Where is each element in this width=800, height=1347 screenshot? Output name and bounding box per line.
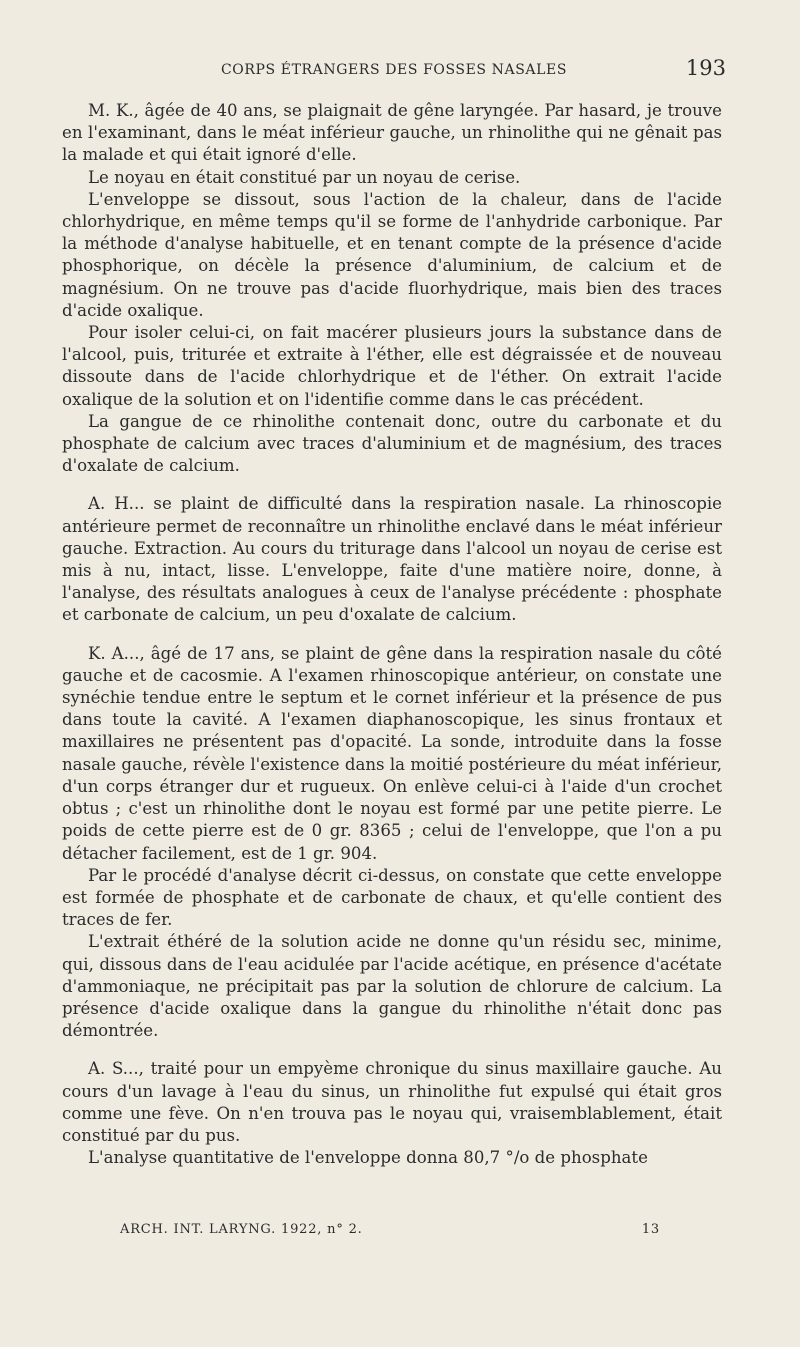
- journal-citation: ARCH. INT. LARYNG. 1922, n° 2.: [120, 1222, 363, 1237]
- paragraph: L'extrait éthéré de la solution acide ne donne qu'un résidu sec, minime, qui, dissous dans de l'eau acidulée par l'acide acétique, en présence d'acétate d'ammoniaque, ne précipitait pas par la solution de chlorure de calcium. La présence d'acide oxalique dans la gangue du rhinolithe n'était donc pas démontrée.: [62, 932, 722, 1041]
- paragraph: L'analyse quantitative de l'enveloppe donna 80,7 °/o de phosphate: [88, 1148, 648, 1168]
- paragraph: Par le procédé d'analyse décrit ci-dessus, on constate que cette enveloppe est formée de phosphate et de carbonate de chaux, et qu'elle contient des traces de fer.: [62, 865, 722, 930]
- paragraph: A. H... se plaint de difficulté dans la respiration nasale. La rhinoscopie antérieure permet de reconnaître un rhinolithe enclavé dans le méat inférieur gauche. Extraction. Au cours du triturage dans l'alcool un noyau de cerise est mis à nu, intact, lisse. L'enveloppe, faite d'une matière noire, donne, à l'analyse, des résultats analogues à ceux de l'analyse précédente : phosphate et carbonate de calcium, un peu d'oxalate de calcium.: [62, 494, 722, 625]
- paragraph: A. S..., traité pour un empyème chronique du sinus maxillaire gauche. Au cours d'un lavage à l'eau du sinus, un rhinolithe fut expulsé qui était gros comme une fève. On n'en trouva pas le noyau qui, vraisemblablement, était constitué par du pus.: [62, 1059, 722, 1145]
- paragraph: K. A..., âgé de 17 ans, se plaint de gêne dans la respiration nasale du côté gauche et de cacosmie. A l'examen rhinoscopique antérieur, on constate une synéchie tendue entre le septum et le cornet inférieur et la présence de pus dans toute la cavité. A l'examen diaphanoscopique, les sinus frontaux et maxillaires ne présentent pas d'opacité. La sonde, introduite dans la fosse nasale gauche, révèle l'existence dans la moitié postérieure du méat inférieur, d'un corps étranger dur et rugueux. On enlève celui-ci à l'aide d'un crochet obtus ; c'est un rhinolithe dont le noyau est formé par une petite pierre. Le poids de cette pierre est de 0 gr. 8365 ; celui de l'enveloppe, que l'on a pu détacher facilement, est de 1 gr. 904.: [62, 643, 722, 863]
- page-number: 193: [685, 56, 726, 80]
- paragraph: Pour isoler celui-ci, on fait macérer plusieurs jours la substance dans de l'alcool, puis, triturée et extraite à l'éther, elle est dégraissée et de nouveau dissoute dans de l'acide chlorhydrique et de l'éther. On extrait l'acide oxalique de la solution et on l'identifie comme dans le cas précédent.: [62, 323, 722, 409]
- running-title: CORPS ÉTRANGERS DES FOSSES NASALES: [220, 62, 568, 78]
- body-text: [62, 100, 722, 1169]
- paragraph: L'enveloppe se dissout, sous l'action de la chaleur, dans de l'acide chlorhydrique, en même temps qu'il se forme de l'anhydride carbonique. Par la méthode d'analyse habituelle, et en tenant compte de la présence d'acide phosphorique, on décèle la présence d'aluminium, de calcium et de magnésium. On ne trouve pas d'acide fluorhydrique, mais bien des traces d'acide oxalique.: [62, 189, 722, 320]
- paragraph: M. K., âgée de 40 ans, se plaignait de gêne laryngée. Par hasard, je trouve en l'examinant, dans le méat inférieur gauche, un rhinolithe qui ne gênait pas la malade et qui était ignoré d'elle.: [62, 101, 722, 165]
- signature-mark: 13: [641, 1222, 660, 1237]
- page-header: [62, 56, 726, 86]
- paragraph: Le noyau en était constitué par un noyau de cerise.: [88, 167, 521, 187]
- paragraph: La gangue de ce rhinolithe contenait donc, outre du carbonate et du phosphate de calcium avec traces d'aluminium et de magnésium, des traces d'oxalate de calcium.: [62, 411, 722, 476]
- page-footer: [120, 1222, 660, 1244]
